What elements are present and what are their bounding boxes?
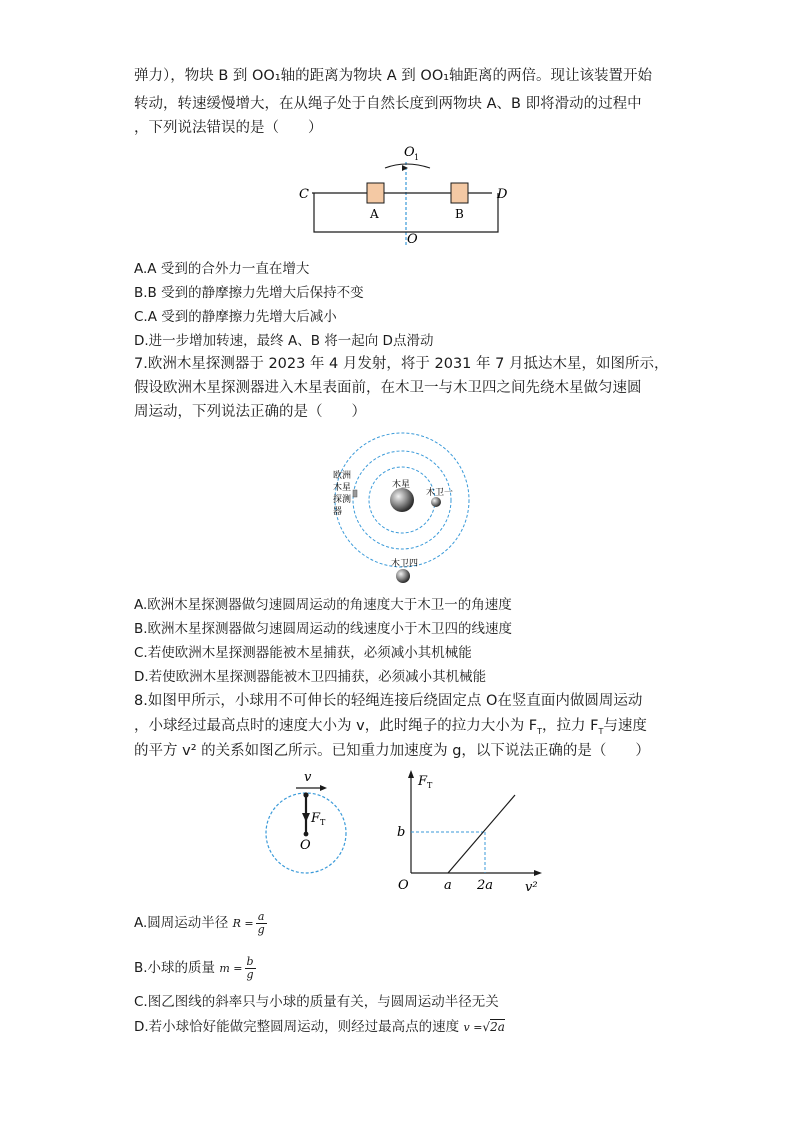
tension-arrow-icon	[302, 813, 310, 822]
q7-option-a: A.欧洲木星探测器做匀速圆周运动的角速度大于木卫一的角速度	[134, 597, 512, 613]
sub-t-1: T	[537, 726, 543, 736]
label-b-tick: b	[397, 825, 406, 840]
label-io: 木卫一	[426, 488, 454, 498]
block-a	[367, 183, 384, 203]
label-a-tick: a	[444, 878, 452, 893]
label-v2: v²	[525, 880, 538, 895]
label-o-left: O	[300, 838, 311, 853]
q7-option-b: B.欧洲木星探测器做匀速圆周运动的线速度小于木卫四的线速度	[134, 621, 513, 637]
y-axis-arrow-icon	[408, 770, 414, 778]
x-axis-arrow-icon	[534, 870, 542, 876]
label-c: C	[299, 187, 309, 202]
sqrt-2a: 2a	[490, 1020, 505, 1034]
velocity-arrowhead-icon	[320, 785, 327, 791]
q8-option-d: D.若小球恰好能做完整圆周运动，则经过最高点的速度 v =√2a	[134, 1019, 505, 1035]
ft-v2-line	[448, 795, 515, 873]
label-o-right: O	[398, 878, 409, 893]
q8-figure-circle	[258, 765, 358, 885]
q8-stem-line3: 的平方 v² 的关系如图乙所示。已知重力加速度为 g，以下说法正确的是（ ）	[134, 743, 650, 759]
label-b: B	[455, 207, 464, 221]
q6-option-b: B.B 受到的静摩擦力先增大后保持不变	[134, 285, 364, 301]
q6-option-d: D.进一步增加转速，最终 A、B 将一起向 D点滑动	[134, 333, 434, 349]
jupiter-sphere	[390, 488, 414, 512]
label-ft-axis-sub: T	[427, 781, 433, 790]
label-v: v	[304, 770, 312, 785]
q8-figure-ft-v2-graph	[390, 765, 550, 895]
q7-stem-line2: 假设欧洲木星探测器进入木星表面前，在木卫一与木卫四之间先绕木星做匀速圆	[134, 380, 642, 396]
callisto-sphere	[396, 569, 410, 583]
q6-stem-line2: 转动，转速缓慢增大，在从绳子处于自然长度到两物块 A、B 即将滑动的过程中	[134, 96, 642, 112]
label-ft-sub: T	[320, 818, 326, 827]
q6-stem-line3: ，下列说法错误的是（ ）	[134, 120, 323, 136]
label-ft: F	[311, 811, 321, 826]
q6-figure-rotating-frame	[290, 140, 520, 250]
fraction-b-over-g: $\frac{b}{g}$	[246, 954, 254, 981]
q8-option-a: A.圆周运动半径 R = $\frac{a}{g}$	[134, 909, 265, 936]
rotation-arrow-icon	[385, 164, 430, 168]
label-2a-tick: 2a	[477, 878, 494, 893]
label-probe-3: 探测	[333, 495, 352, 505]
sub-t-2: T	[598, 726, 604, 736]
label-probe-4: 器	[333, 507, 343, 517]
q7-stem-line1: 7.欧洲木星探测器于 2023 年 4 月发射，将于 2031 年 7 月抵达木星，如图所示，	[134, 356, 669, 372]
q6-stem-line1: 弹力），物块 B 到 OO₁轴的距离为物块 A 到 OO₁轴距离的两倍。现让该装置开始	[134, 68, 653, 84]
q7-option-d: D.若使欧洲木星探测器能被木卫四捕获，必须减小其机械能	[134, 669, 487, 685]
label-callisto: 木卫四	[391, 559, 419, 569]
q8-stem-line1: 8.如图甲所示，小球用不可伸长的轻绳连接后绕固定点 O在竖直面内做圆周运动	[134, 693, 643, 709]
ball-dot	[303, 792, 308, 797]
label-o1-sub: 1	[414, 153, 420, 162]
q7-option-c: C.若使欧洲木星探测器能被木星捕获，必须减小其机械能	[134, 645, 472, 661]
label-probe-2: 木星	[333, 483, 352, 493]
probe-icon	[353, 490, 357, 497]
label-o: O	[407, 232, 418, 247]
q6-option-a: A.A 受到的合外力一直在增大	[134, 261, 310, 277]
label-probe-1: 欧洲	[333, 471, 352, 481]
label-ft-axis: F	[418, 774, 428, 789]
block-b	[451, 183, 468, 203]
q8-option-c: C.图乙图线的斜率只与小球的质量有关，与圆周运动半径无关	[134, 994, 499, 1010]
label-a: A	[370, 207, 379, 221]
q8-stem-line2: ，小球经过最高点时的速度大小为 v，此时绳子的拉力大小为 $F_T$，拉力 $F_T$与速度	[134, 718, 647, 736]
label-jupiter: 木星	[392, 480, 411, 490]
q7-stem-line3: 周运动，下列说法正确的是（ ）	[134, 404, 366, 420]
label-o1: O	[404, 145, 415, 160]
center-dot	[304, 832, 309, 837]
q8-option-b: B.小球的质量 m = $\frac{b}{g}$	[134, 954, 254, 981]
label-d: D	[497, 187, 508, 202]
q7-figure-jupiter-orbits	[325, 425, 485, 590]
q6-option-c: C.A 受到的静摩擦力先增大后减小	[134, 309, 337, 325]
fraction-a-over-g: $\frac{a}{g}$	[257, 909, 265, 936]
io-sphere	[431, 497, 441, 507]
